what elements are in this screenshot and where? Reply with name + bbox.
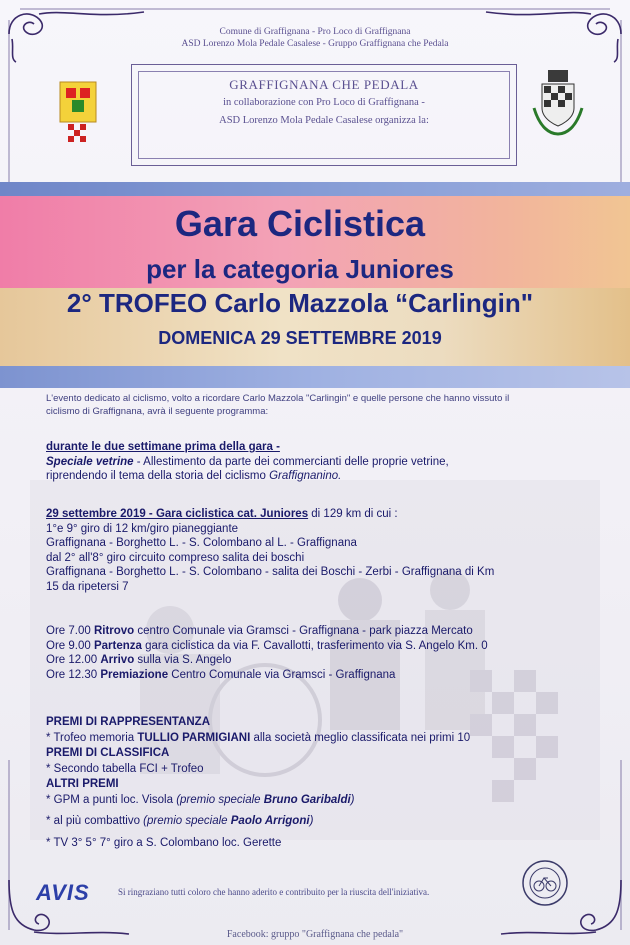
club-badge-icon xyxy=(520,858,570,908)
banner-band-blue-bottom xyxy=(0,366,630,388)
gpm-italic: (premio speciale xyxy=(176,793,264,806)
organizers-header xyxy=(0,26,630,50)
intro-line-2: ciclismo di Graffignana, avrà il seguente programma: xyxy=(46,406,269,417)
vetrine-heading: durante le due settimane prima della gara - xyxy=(46,441,280,453)
schedule-time: Ore 12.30 xyxy=(46,668,101,681)
schedule-time: Ore 7.00 xyxy=(46,625,94,637)
vetrine-line-2-italic: Graffignanino. xyxy=(269,470,342,482)
schedule-text: centro Comunale via Gramsci - Graffignana - park piazza Mercato xyxy=(134,625,473,637)
schedule-row xyxy=(46,653,606,668)
schedule-label: Partenza xyxy=(93,639,142,652)
tv-text: * TV 3° 5° 7° giro a S. Colombano loc. Gerette xyxy=(46,836,282,849)
race-line: dal 2° all'8° giro circuito compreso salita dei boschi xyxy=(46,551,305,564)
organizer-box xyxy=(131,64,517,166)
organizers-line-1: Comune di Graffignana - Pro Loco di Graffignana xyxy=(219,27,411,37)
prizes-altri-heading: ALTRI PREMI xyxy=(46,778,119,790)
schedule-row xyxy=(46,668,606,683)
organizers-line-2: ASD Lorenzo Mola Pedale Casalese - Gruppo Graffignana che Pedala xyxy=(181,39,449,49)
gpm-close: ) xyxy=(350,793,355,806)
race-line: 15 da ripetersi 7 xyxy=(46,580,129,593)
race-heading: 29 settembre 2019 - Gara ciclistica cat. Juniores xyxy=(46,508,309,520)
combattivo-close: ) xyxy=(309,815,314,827)
facebook-link[interactable]: Facebook: gruppo "Graffignana che pedala" xyxy=(226,929,404,940)
schedule-label: Premiazione xyxy=(100,668,169,681)
classifica-text: * Secondo tabella FCI + Trofeo xyxy=(46,762,204,775)
schedule-time: Ore 12.00 xyxy=(46,654,101,666)
trophy-title: 2° TROFEO Carlo Mazzola “Carlingin" xyxy=(66,288,534,318)
organizer-box-line-3: ASD Lorenzo Mola Pedale Casalese organizza la: xyxy=(219,115,429,126)
schedule-text: gara ciclistica da via F. Cavallotti, trasferimento via S. Angelo Km. 0 xyxy=(141,639,488,652)
rappresentanza-name: TULLIO PARMIGIANI xyxy=(137,731,251,744)
schedule-label: Ritrovo xyxy=(93,625,135,637)
banner-band-blue-top xyxy=(0,182,630,196)
race-heading-tail: di 129 km di cui : xyxy=(308,508,398,520)
vetrine-text: - Allestimento da parte dei commercianti delle proprie vetrine, xyxy=(133,455,449,468)
vetrine-label: Speciale vetrine xyxy=(46,455,134,468)
municipal-coat-of-arms xyxy=(530,68,586,138)
rappresentanza-prefix: * Trofeo memoria xyxy=(46,731,138,744)
prizes-classifica-heading: PREMI DI CLASSIFICA xyxy=(46,747,170,759)
event-date: DOMENICA 29 SETTEMBRE 2019 xyxy=(158,328,442,348)
organizer-box-line-2: in collaborazione con Pro Loco di Graffignana - xyxy=(223,97,425,108)
section-vetrine xyxy=(46,440,606,484)
gpm-name: Bruno Garibaldi xyxy=(263,793,351,806)
gpm-prefix: * GPM a punti loc. Visola xyxy=(46,793,177,806)
schedule xyxy=(46,624,606,682)
prizes xyxy=(46,715,606,851)
schedule-row xyxy=(46,639,606,654)
event-subtitle: per la categoria Juniores xyxy=(146,254,454,284)
pro-loco-logo xyxy=(58,80,98,144)
avis-logo: AVIS xyxy=(36,880,90,905)
intro-text xyxy=(46,392,586,418)
combattivo-prefix: * al più combattivo xyxy=(46,815,144,827)
event-title: Gara Ciclistica xyxy=(174,203,426,244)
schedule-row xyxy=(46,624,606,639)
combattivo-italic: (premio speciale xyxy=(143,815,231,827)
thanks-text: Si ringraziano tutti coloro che hanno aderito e contribuito per la riuscita dell'iniziativa. xyxy=(118,887,430,897)
race-line: Graffignana - Borghetto L. - S. Colombano - salita dei Boschi - Zerbi - Graffignana di Km xyxy=(46,566,495,578)
schedule-label: Arrivo xyxy=(100,654,135,666)
vetrine-line-2: riprendendo il tema della storia del ciclismo xyxy=(46,470,270,482)
section-race xyxy=(46,507,606,594)
combattivo-name: Paolo Arrigoni xyxy=(230,815,310,827)
organizer-box-title: GRAFFIGNANA CHE PEDALA xyxy=(229,77,419,92)
race-line: Graffignana - Borghetto L. - S. Colombano al L. - Graffignana xyxy=(46,537,357,549)
schedule-time: Ore 9.00 xyxy=(46,639,94,652)
schedule-text: Centro Comunale via Gramsci - Graffignana xyxy=(168,668,396,681)
race-line: 1°e 9° giro di 12 km/giro pianeggiante xyxy=(46,522,239,535)
rappresentanza-suffix: alla società meglio classificata nei primi 10 xyxy=(250,731,471,744)
intro-line-1: L'evento dedicato al ciclismo, volto a ricordare Carlo Mazzola "Carlingin" e quelle persone che hanno vissuto il xyxy=(46,393,510,404)
schedule-text: sulla via S. Angelo xyxy=(134,654,232,666)
prizes-rappresentanza-heading: PREMI DI RAPPRESENTANZA xyxy=(46,716,210,728)
